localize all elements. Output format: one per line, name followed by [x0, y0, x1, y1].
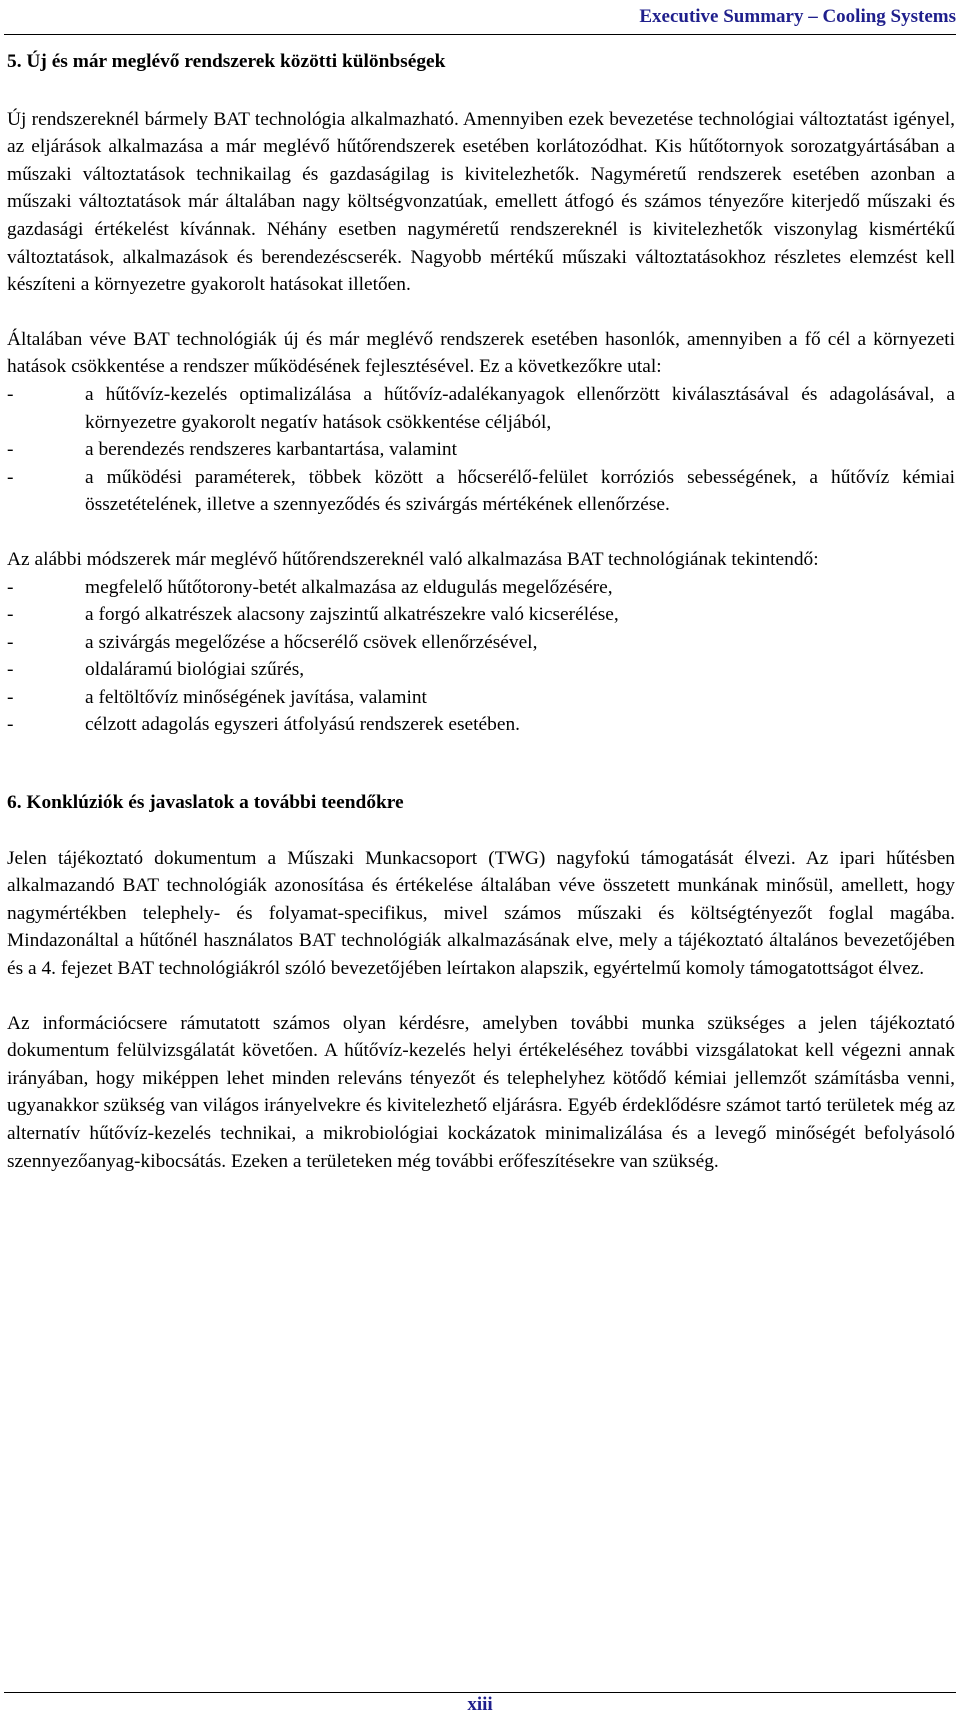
section-6-heading: 6. Konklúziók és javaslatok a további teendőkre — [7, 792, 404, 814]
list-item: - a feltöltővíz minőségének javítása, valamint — [7, 684, 955, 712]
list-item: - megfelelő hűtőtorony-betét alkalmazása az eldugulás megelőzésére, — [7, 574, 955, 602]
section-5-paragraph-2: Általában véve BAT technológiák új és már meglévő rendszerek esetében hasonlók, amennyiben a fő cél a környezeti hatások csökkentése a rendszer működésének fejlesztésével. Ez a következőkre utal: — [7, 328, 955, 378]
list-item: - célzott adagolás egyszeri átfolyású rendszerek esetében. — [7, 711, 955, 739]
section-6-paragraph-2: Az információcsere rámutatott számos olyan kérdésre, amelyben további munka szükséges a jelen tájékoztató dokumentum felülvizsgálatát követően. A hűtővíz-kezelés helyi értékeléséhez további vizsgálatokat kell végezni annak irányában, hogy miképpen lehet minden releváns tényezőt és telephelyhez kötődő kémiai jellemzőt számításba venni, ugyanakkor szükség van világos irányelvekre és kivitelezhető eljárásra. Egyéb érdeklődésre számot tartó területek még az alternatív hűtővíz-kezelés technikai, a mikrobiológiai kockázatok minimalizálása és a levegő minőségét befolyásoló szennyezőanyag-kibocsátás. Ezeken a területeken még további erőfeszítésekre van szükség. — [7, 1012, 955, 1172]
header-rule — [4, 34, 956, 35]
section-5-paragraph-1: Új rendszereknél bármely BAT technológia alkalmazható. Amennyiben ezek bevezetése technológiai változtatást igényel, az eljárások alkalmazása a már meglévő hűtőrendszerek esetében korlátozódhat. Kis hűtőtornyok sorozatgyártásában a műszaki változtatások technikailag és gazdaságilag is kivitelezhetők. Nagyméretű rendszerek esetében azonban a műszaki változtatások már általában nagy költségvonzatúak, emellett átfogó és számos tényezőre kiterjedő műszaki és gazdasági értékelést kívánnak. Néhány esetben nagyméretű rendszereknél is kivitelezhetők viszonylag kismértékű változtatások, alkalmazások és berendezéscserék. Nagyobb mértékű műszaki változtatásokhoz részletes elemzést kell készíteni a környezetre gyakorolt hatásokat illetően. — [7, 108, 955, 296]
list-dash: - — [7, 714, 14, 736]
section-5-heading: 5. Új és már meglévő rendszerek közötti különbségek — [7, 51, 446, 72]
measures-list — [7, 381, 955, 519]
list-dash: - — [7, 383, 14, 405]
list-dash: - — [7, 576, 14, 598]
section-6-paragraph-1: Jelen tájékoztató dokumentum a Műszaki Munkacsoport (TWG) nagyfokú támogatását élvezi. Az ipari hűtésben alkalmazandó BAT technológiák azonosítása és értékelése általában véve összetett munkának minősül, amellett, hogy nagymértékben telephely- és folyamat-specifikus, mivel számos műszaki és költségtényezőt foglal magába. Mindazonáltal a hűtőnél használatos BAT technológiák alkalmazásának elve, mely a tájékoztató általános bevezetőjében és a 4. fejezet BAT technológiákról szóló bevezetőjében leírtakon alapszik, egyértelmű komoly támogatottságot élvez. — [7, 847, 955, 980]
list-dash: - — [7, 604, 14, 626]
list-dash: - — [7, 659, 14, 681]
existing-systems-methods-list — [7, 574, 955, 740]
list-dash: - — [7, 631, 14, 653]
list-item: - a működési paraméterek, többek között a hőcserélő-felület korróziós sebességének, a hűtővíz kémiai összetételének, illetve a szennyeződés és szivárgás mértékének ellenőrzése. — [7, 464, 955, 519]
list-item: - oldaláramú biológiai szűrés, — [7, 656, 955, 684]
footer-rule — [4, 1692, 956, 1693]
list-dash: - — [7, 686, 14, 708]
list-item: - a forgó alkatrészek alacsony zajszintű alkatrészekre való kicserélése, — [7, 601, 955, 629]
list-item: - a berendezés rendszeres karbantartása, valamint — [7, 436, 955, 464]
list-dash: - — [7, 439, 14, 461]
list-item: - a hűtővíz-kezelés optimalizálása a hűtővíz-adalékanyagok ellenőrzött kiválasztásával és adagolásával, a környezetre gyakorolt negatív hatások csökkentése céljából, — [7, 381, 955, 436]
list-dash: - — [7, 466, 14, 488]
page-number: xiii — [467, 1694, 493, 1715]
page-content — [7, 48, 955, 1175]
list-item: - a szivárgás megelőzése a hőcserélő csövek ellenőrzésével, — [7, 629, 955, 657]
running-header: Executive Summary – Cooling Systems — [639, 6, 956, 27]
section-5-paragraph-3: Az alábbi módszerek már meglévő hűtőrendszereknél való alkalmazása BAT technológiának tekintendő: — [7, 548, 819, 570]
